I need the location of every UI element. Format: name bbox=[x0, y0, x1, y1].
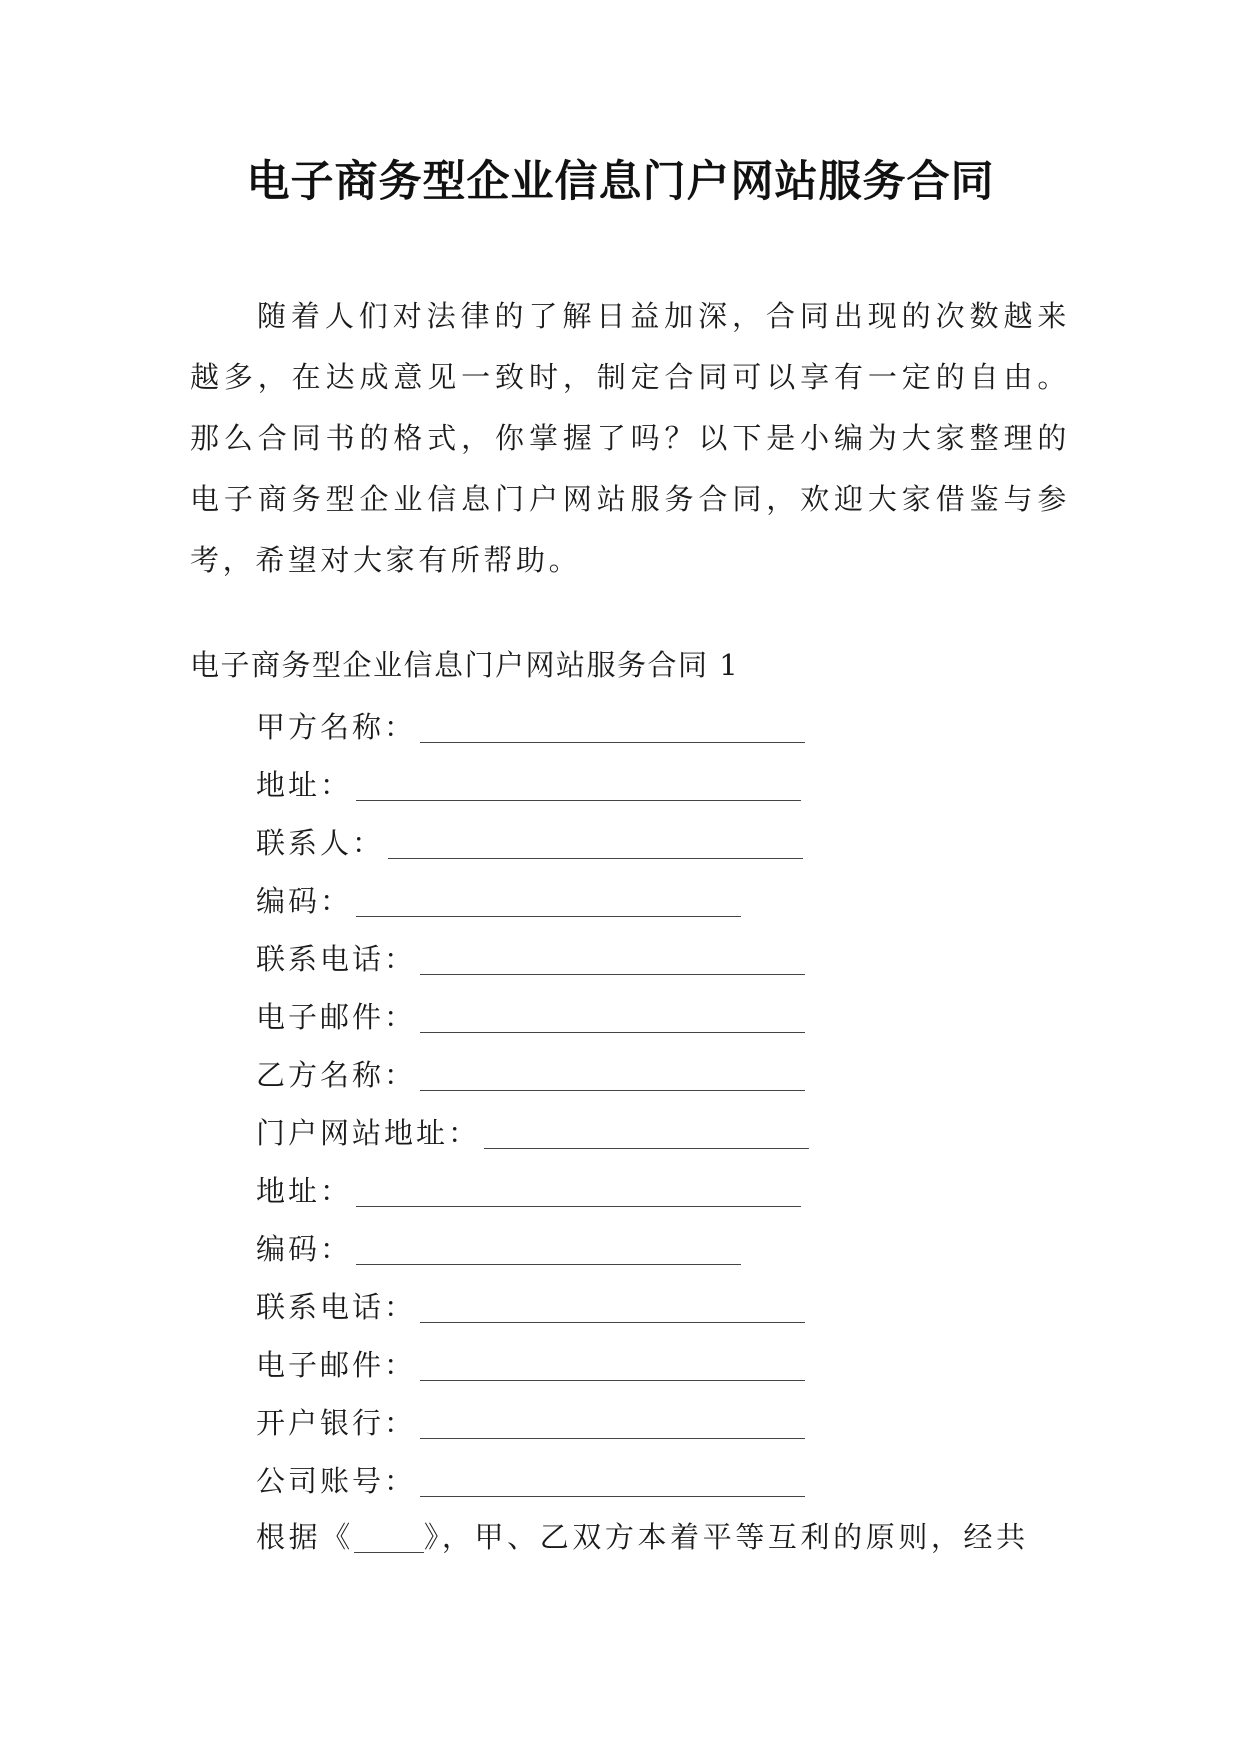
field-party-a-name bbox=[256, 698, 1076, 756]
fill-in-blank bbox=[420, 1032, 805, 1033]
preamble-suffix: 》，甲、乙双方本着平等互利的原则，经共 bbox=[423, 1520, 1029, 1554]
field-label: 编码： bbox=[256, 884, 353, 918]
field-label: 门户网站地址： bbox=[256, 1116, 481, 1150]
field-label: 甲方名称： bbox=[256, 710, 417, 744]
field-label: 地址： bbox=[256, 1174, 353, 1208]
field-party-a-contact bbox=[256, 814, 1076, 872]
field-label: 公司账号： bbox=[256, 1464, 417, 1498]
intro-paragraph: 随着人们对法律的了解日益加深，合同出现的次数越来越多，在达成意见一致时，制定合同可以享有一定的自由。那么合同书的格式，你掌握了吗？以下是小编为大家整理的电子商务型企业信息门户网站服务合同，欢迎大家借鉴与参考，希望对大家有所帮助。 bbox=[190, 299, 1070, 577]
field-portal-address bbox=[256, 1104, 1076, 1162]
field-label: 地址： bbox=[256, 768, 353, 802]
fill-in-blank bbox=[356, 1264, 741, 1265]
field-label: 开户银行： bbox=[256, 1406, 417, 1440]
document-title: 电子商务型企业信息门户网站服务合同 bbox=[246, 157, 995, 207]
field-label: 联系人： bbox=[256, 826, 385, 860]
field-label: 联系电话： bbox=[256, 942, 417, 976]
fill-in-blank bbox=[354, 1552, 424, 1553]
section-title: 电子商务型企业信息门户网站服务合同 1 bbox=[190, 648, 740, 682]
contract-fields bbox=[256, 698, 1076, 1510]
fill-in-blank bbox=[356, 800, 801, 801]
field-label: 电子邮件： bbox=[256, 1000, 417, 1034]
field-party-b-address bbox=[256, 1162, 1076, 1220]
field-party-b-email bbox=[256, 1336, 1076, 1394]
fill-in-blank bbox=[420, 1496, 805, 1497]
field-party-b-name bbox=[256, 1046, 1076, 1104]
fill-in-blank bbox=[356, 1206, 801, 1207]
field-party-a-phone bbox=[256, 930, 1076, 988]
field-party-a-email bbox=[256, 988, 1076, 1046]
fill-in-blank bbox=[420, 1438, 805, 1439]
preamble-prefix: 根据《 bbox=[256, 1520, 354, 1554]
fill-in-blank bbox=[484, 1148, 809, 1149]
field-party-a-address bbox=[256, 756, 1076, 814]
field-label: 电子邮件： bbox=[256, 1348, 417, 1382]
fill-in-blank bbox=[420, 742, 805, 743]
field-party-b-phone bbox=[256, 1278, 1076, 1336]
field-party-a-postcode bbox=[256, 872, 1076, 930]
fill-in-blank bbox=[420, 974, 805, 975]
field-account bbox=[256, 1452, 1076, 1510]
field-label: 联系电话： bbox=[256, 1290, 417, 1324]
contract-preamble bbox=[256, 1508, 1029, 1566]
fill-in-blank bbox=[356, 916, 741, 917]
field-label: 乙方名称： bbox=[256, 1058, 417, 1092]
fill-in-blank bbox=[388, 858, 803, 859]
field-label: 编码： bbox=[256, 1232, 353, 1266]
field-bank bbox=[256, 1394, 1076, 1452]
fill-in-blank bbox=[420, 1380, 805, 1381]
fill-in-blank bbox=[420, 1090, 805, 1091]
fill-in-blank bbox=[420, 1322, 805, 1323]
field-party-b-postcode bbox=[256, 1220, 1076, 1278]
